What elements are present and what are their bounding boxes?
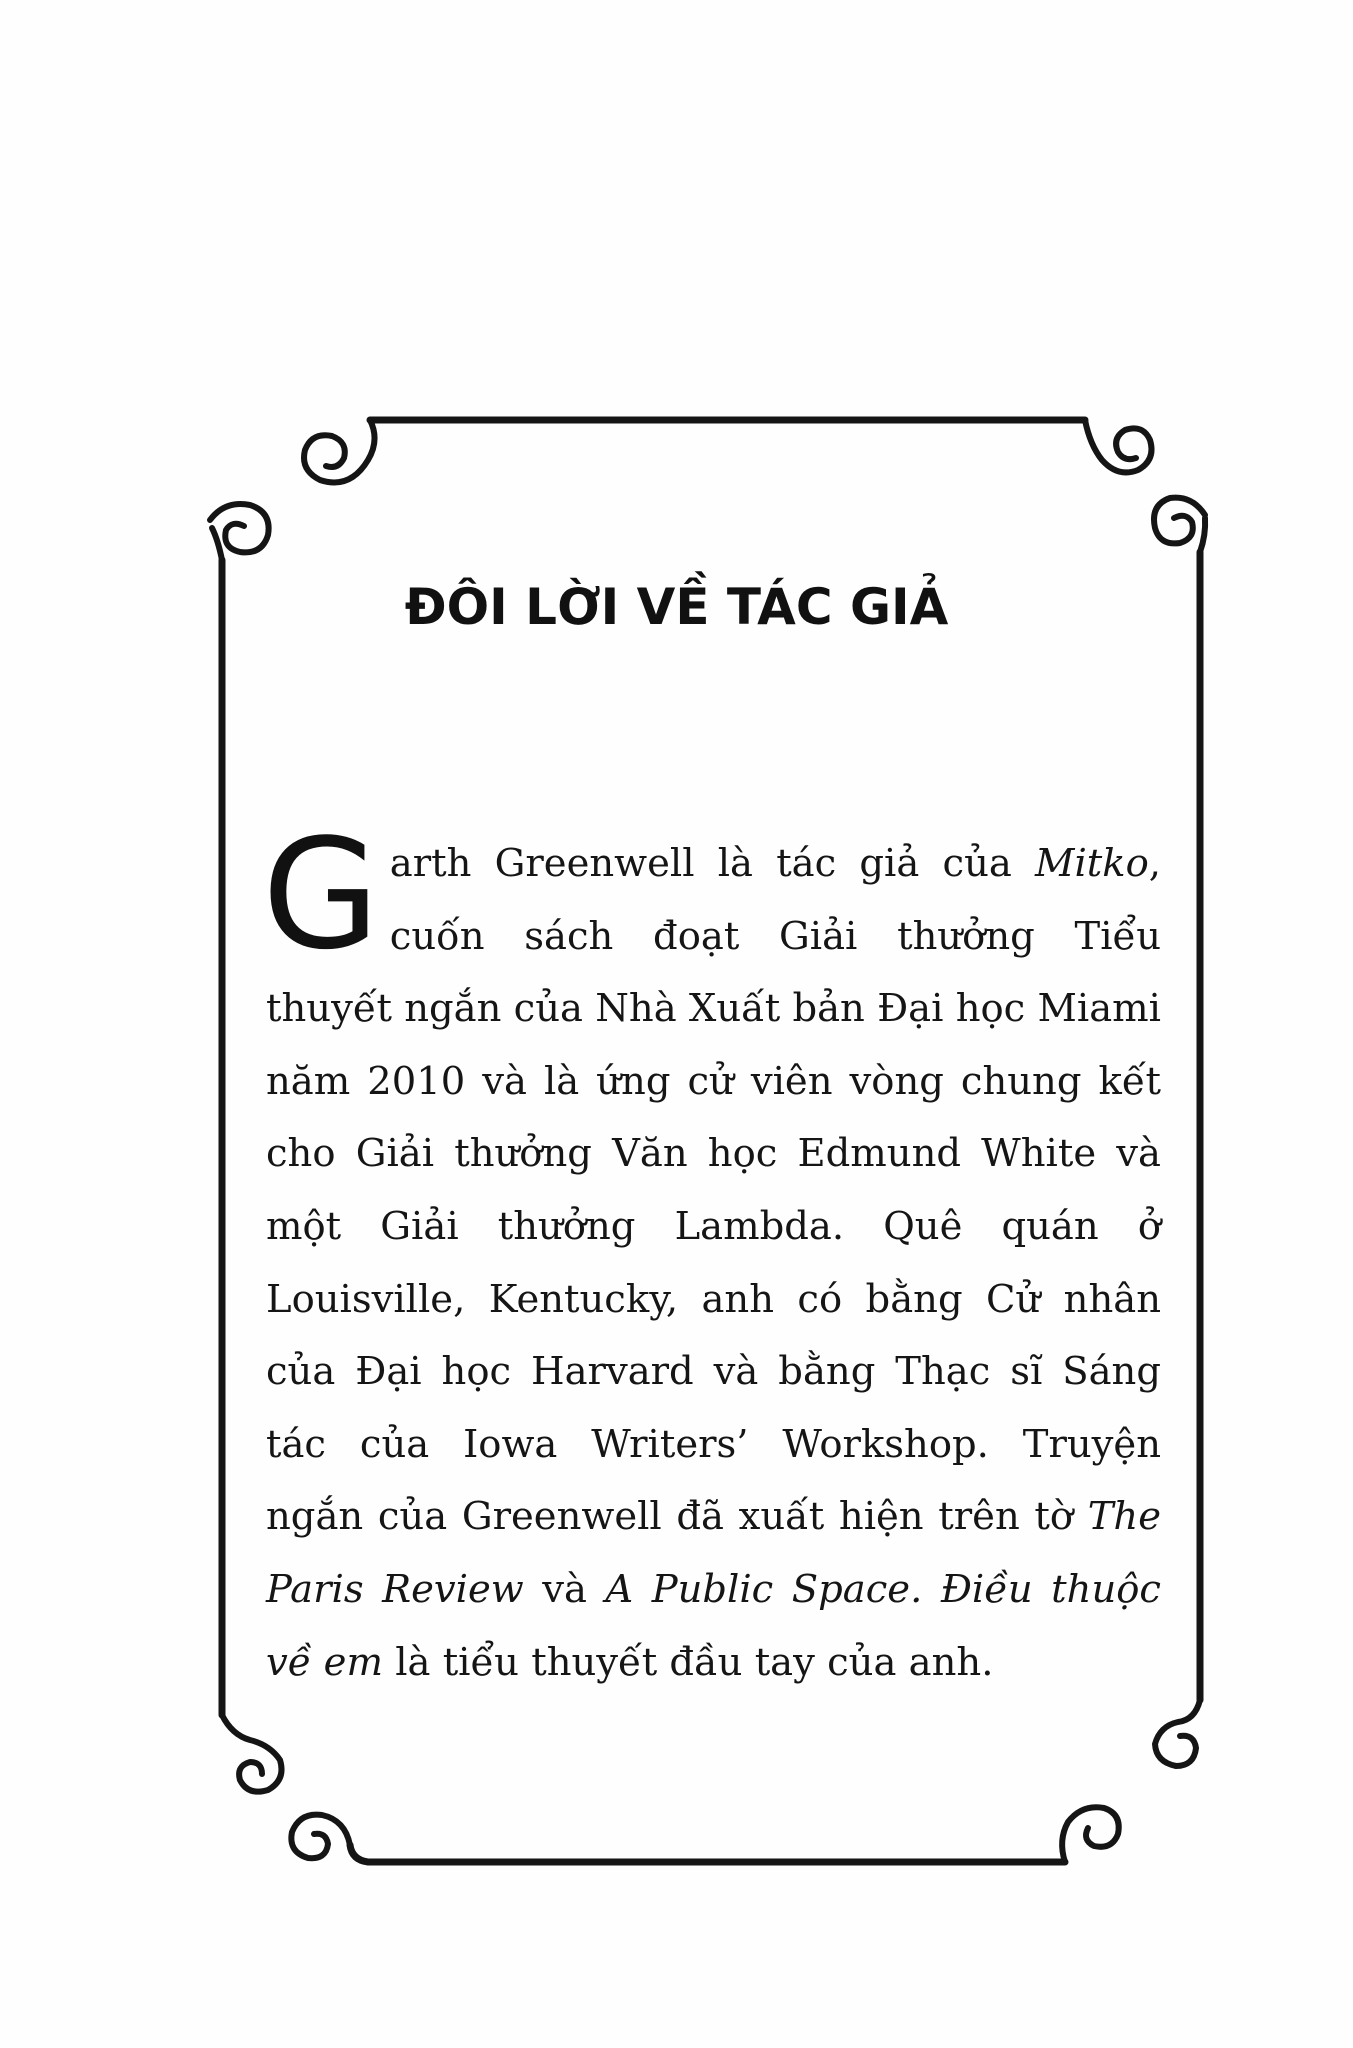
page-title: ĐÔI LỜI VỀ TÁC GIẢ [404, 578, 949, 636]
bio-segment: là tiểu thuyết đầu tay của anh. [382, 1639, 994, 1685]
bio-segment: arth Greenwell là tác giả của [389, 841, 1036, 886]
book-title-mitko: Mitko [1035, 841, 1149, 886]
publication-and-book-title: A Public Space. Điều thuộc về em [266, 1566, 1161, 1685]
publication-title: The Paris Review [266, 1494, 1161, 1612]
bio-segment: , cuốn sách đoạt Giải thưởng Tiểu thuyết ngắn của Nhà Xuất bản Đại học Miami năm 2010 và là ứng cử viên vòng chung kết cho Giải thưởng Văn học Edmund White và một Giải thưởng Lambda. Quê quán ở Louisville, Kentucky, anh có bằng Cử nhân của Đại học Harvard và bằng Thạc sĩ Sáng tác của Iowa Writers’ Workshop. Truyện ngắn của Greenwell đã xuất hiện trên tờ [266, 841, 1161, 1540]
drop-cap: G [262, 806, 380, 983]
bio-segment: và [523, 1566, 606, 1612]
author-bio-paragraph [262, 806, 1161, 1699]
